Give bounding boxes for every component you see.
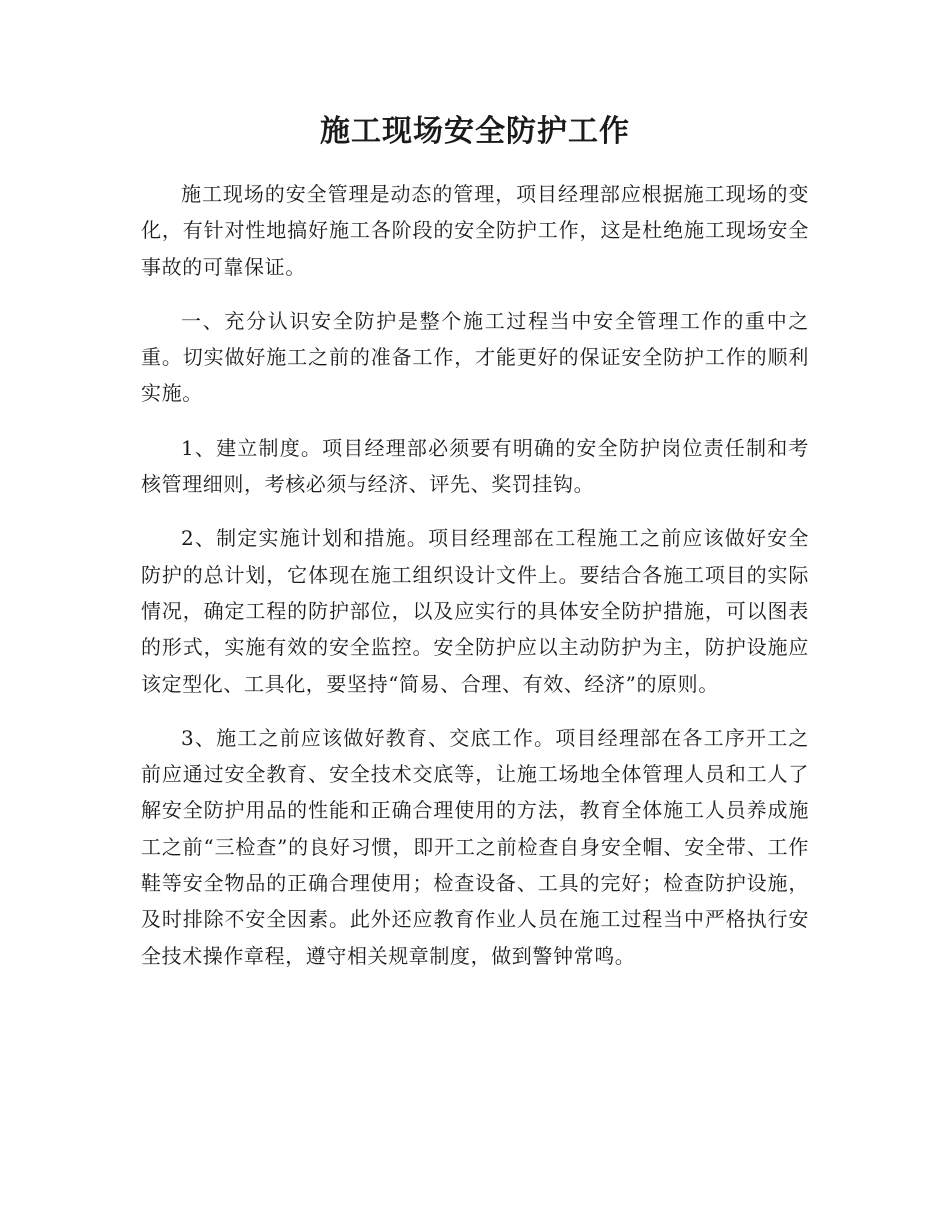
paragraph-item-1: 1、建立制度。项目经理部必须要有明确的安全防护岗位责任制和考核管理细则，考核必须与经济、评先、奖罚挂钩。 [141,435,809,497]
document-title: 施工现场安全防护工作 [320,114,630,149]
paragraph-item-3: 3、施工之前应该做好教育、交底工作。项目经理部在各工序开工之前应通过安全教育、安全技术交底等，让施工场地全体管理人员和工人了解安全防护用品的性能和正确合理使用的方法，教育全体施工人员养成施工之前“三检查”的良好习惯，即开工之前检查自身安全帽、安全带、工作鞋等安全物品的正确合理使用；检查设备、工具的完好；检查防护设施，及时排除不安全因素。此外还应教育作业人员在施工过程当中严格执行安全技术操作章程，遵守相关规章制度，做到警钟常鸣。 [141,725,809,968]
paragraph-intro: 施工现场的安全管理是动态的管理，项目经理部应根据施工现场的变化，有针对性地搞好施工各阶段的安全防护工作，这是杜绝施工现场安全事故的可靠保证。 [141,182,809,279]
document-page [141,100,809,992]
paragraph-item-2: 2、制定实施计划和措施。项目经理部在工程施工之前应该做好安全防护的总计划，它体现在施工组织设计文件上。要结合各施工项目的实际情况，确定工程的防护部位，以及应实行的具体安全防护措施，可以图表的形式，实施有效的安全监控。安全防护应以主动防护为主，防护设施应该定型化、工具化，要坚持“简易、合理、有效、经济”的原则。 [141,526,809,696]
paragraph-section-1: 一、充分认识安全防护是整个施工过程当中安全管理工作的重中之重。切实做好施工之前的准备工作，才能更好的保证安全防护工作的顺利实施。 [141,308,809,406]
